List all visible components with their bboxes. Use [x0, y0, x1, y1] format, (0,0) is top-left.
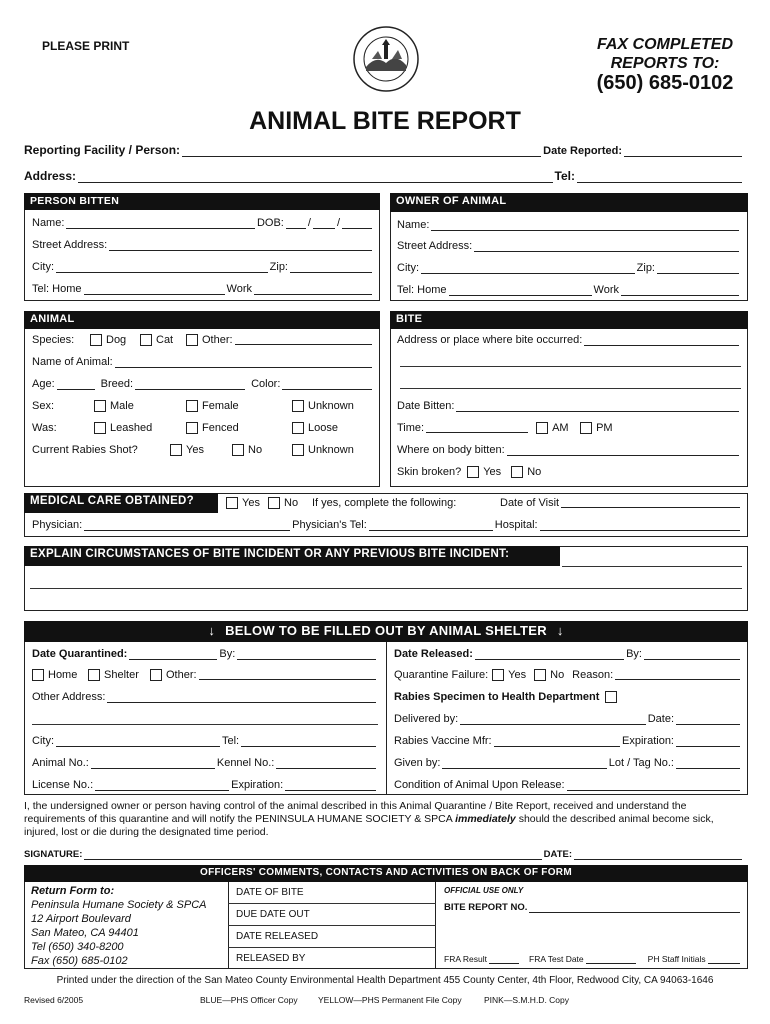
kennel-no-field[interactable]	[276, 759, 376, 769]
rabies-shot-label: Current Rabies Shot?	[32, 444, 138, 456]
officers-date-released-label: DATE RELEASED	[236, 931, 319, 942]
license-expiration-field[interactable]	[285, 781, 376, 791]
home-label: Home	[48, 669, 78, 681]
pb-zip-field[interactable]	[290, 263, 372, 273]
pm-label: PM	[596, 422, 613, 434]
statement-text	[24, 800, 748, 839]
animal-no-field[interactable]	[91, 759, 215, 769]
vaccine-expiration-label: Expiration:	[622, 735, 674, 747]
condition-label: Condition of Animal Upon Release:	[394, 779, 565, 791]
animal-header: ANIMAL	[24, 311, 380, 329]
rabies-specimen-label: Rabies Specimen to Health Department	[394, 691, 600, 703]
footer-yellow-copy: YELLOW—PHS Permanent File Copy	[318, 995, 462, 1005]
animal-no-label: Animal No.:	[32, 757, 89, 769]
animal-name-field[interactable]	[115, 358, 372, 368]
male-label: Male	[110, 400, 134, 412]
return-line-fax: Fax (650) 685-0102	[31, 955, 128, 967]
tel-field[interactable]	[577, 173, 742, 183]
color-label: Color:	[251, 378, 281, 390]
owner-city-field[interactable]	[421, 264, 635, 274]
statement-part-a: I, the undersigned owner or person having control of the animal described in this Animal Quarantine / Bite Report, received and understand the requirements of this quarantine and will notify the PENINSULA HUMANE SOCIETY & SPCA	[24, 800, 687, 825]
statement-part-b: should the described animal become sick, injured, lost or die during the designated time period.	[24, 813, 714, 838]
pb-work-field[interactable]	[254, 285, 372, 295]
pb-tel-home-field[interactable]	[84, 285, 225, 295]
owner-name-label: Name:	[397, 219, 430, 231]
fax-number: (650) 685-0102	[596, 72, 734, 94]
owner-header: OWNER OF ANIMAL	[390, 193, 748, 212]
owner-work-field[interactable]	[621, 286, 739, 296]
owner-work-label: Work	[593, 284, 619, 296]
pb-city-label: City:	[32, 261, 54, 273]
physician-field[interactable]	[84, 521, 290, 531]
other-location-label: Other:	[166, 669, 197, 681]
skin-yes-label: Yes	[483, 466, 502, 478]
age-label: Age:	[32, 378, 55, 390]
date-bitten-field[interactable]	[456, 402, 739, 412]
failure-no-label: No	[550, 669, 565, 681]
return-form-title: Return Form to:	[31, 885, 115, 897]
address-label: Address:	[24, 169, 77, 183]
cat-label: Cat	[156, 334, 174, 346]
date-quarantined-label: Date Quarantined:	[32, 648, 128, 660]
loose-label: Loose	[308, 422, 338, 434]
footer-revised: Revised 6/2005	[24, 995, 84, 1005]
owner-city-label: City:	[397, 262, 419, 274]
statement-emphasis: immediately	[455, 813, 516, 825]
pb-city-field[interactable]	[56, 263, 268, 273]
given-by-field[interactable]	[442, 759, 606, 769]
cat-checkbox[interactable]	[140, 334, 152, 346]
ph-staff-field[interactable]	[708, 956, 740, 964]
explain-line-2[interactable]	[30, 588, 742, 589]
due-date-divider	[228, 925, 436, 926]
license-no-label: License No.:	[32, 779, 94, 791]
fenced-label: Fenced	[202, 422, 239, 434]
official-use-label: OFFICIAL USE ONLY	[444, 886, 524, 895]
released-by-label: By:	[626, 648, 642, 660]
pb-dob-day[interactable]	[313, 219, 335, 229]
physician-label: Physician:	[32, 519, 83, 531]
other-location-checkbox[interactable]	[150, 669, 162, 681]
lot-tag-field[interactable]	[676, 759, 740, 769]
owner-zip-label: Zip:	[636, 262, 655, 274]
pb-dob-label: DOB:	[256, 217, 284, 229]
rabies-no-label: No	[248, 444, 263, 456]
shelter-tel-label: Tel:	[222, 735, 240, 747]
other-location-field[interactable]	[199, 670, 376, 680]
owner-tel-home-label: Tel: Home	[397, 284, 447, 296]
return-line-street: 12 Airport Boulevard	[31, 913, 131, 925]
footer-pink-copy: PINK—S.M.H.D. Copy	[484, 995, 570, 1005]
fra-test-date-label: FRA Test Date	[529, 954, 584, 964]
shelter-header-text: BELOW TO BE FILLED OUT BY ANIMAL SHELTER	[225, 623, 547, 638]
shelter-divider	[386, 642, 387, 795]
please-print-label: PLEASE PRINT	[42, 39, 130, 53]
down-arrow-icon-right: ↓	[556, 623, 564, 638]
officers-header: OFFICERS' COMMENTS, CONTACTS AND ACTIVITIES ON BACK OF FORM	[24, 865, 748, 882]
time-label: Time:	[397, 422, 425, 434]
given-by-label: Given by:	[394, 757, 441, 769]
failure-no-checkbox[interactable]	[534, 669, 546, 681]
vaccine-expiration-field[interactable]	[676, 737, 740, 747]
failure-yes-checkbox[interactable]	[492, 669, 504, 681]
reason-field[interactable]	[615, 670, 740, 680]
shelter-tel-field[interactable]	[241, 737, 376, 747]
age-field[interactable]	[57, 380, 95, 390]
quarantine-failure-label: Quarantine Failure:	[394, 669, 489, 681]
owner-street-field[interactable]	[474, 242, 739, 252]
delivered-date-label: Date:	[647, 713, 674, 725]
breed-field[interactable]	[135, 380, 245, 390]
rabies-no-checkbox[interactable]	[232, 444, 244, 456]
pb-street-label: Street Address:	[32, 239, 108, 251]
where-bitten-label: Where on body bitten:	[397, 444, 505, 456]
license-no-field[interactable]	[95, 781, 229, 791]
shelter-city-field[interactable]	[56, 737, 220, 747]
medical-no-label: No	[284, 497, 299, 509]
signature-date-label: DATE:	[543, 849, 572, 860]
color-field[interactable]	[282, 380, 372, 390]
pb-work-label: Work	[226, 283, 252, 295]
skin-broken-label: Skin broken?	[397, 466, 462, 478]
fra-test-date-field[interactable]	[586, 956, 636, 964]
delivered-date-field[interactable]	[676, 715, 740, 725]
person-bitten-header: PERSON BITTEN	[24, 193, 380, 210]
fenced-checkbox[interactable]	[186, 422, 198, 434]
fax-completed-label: FAX COMPLETED	[596, 36, 733, 53]
delivered-by-field[interactable]	[460, 715, 646, 725]
due-date-out-label: DUE DATE OUT	[236, 909, 310, 920]
medical-no-checkbox[interactable]	[268, 497, 280, 509]
vaccine-mfr-field[interactable]	[494, 737, 620, 747]
footer-printed: Printed under the direction of the San Mateo County Environmental Health Department 455 County Center, 4th Floor, Redwood City, CA 94063-1646	[56, 975, 714, 986]
license-expiration-label: Expiration:	[231, 779, 284, 791]
skin-yes-checkbox[interactable]	[467, 466, 479, 478]
pb-dob-year[interactable]	[342, 219, 372, 229]
physician-tel-label: Physician's Tel:	[292, 519, 367, 531]
reason-label: Reason:	[572, 669, 614, 681]
dog-label: Dog	[106, 334, 127, 346]
explain-header: EXPLAIN CIRCUMSTANCES OF BITE INCIDENT OR ANY PREVIOUS BITE INCIDENT:	[24, 546, 560, 566]
other-species-field[interactable]	[235, 335, 372, 345]
bite-address-field[interactable]	[584, 336, 739, 346]
date-bitten-label: Date Bitten:	[397, 400, 455, 412]
county-seal-icon	[352, 25, 420, 93]
lot-tag-label: Lot / Tag No.:	[608, 757, 674, 769]
female-checkbox[interactable]	[186, 400, 198, 412]
bite-address-label: Address or place where bite occurred:	[397, 334, 583, 346]
other-address-line-2[interactable]	[32, 724, 378, 725]
released-by-field[interactable]	[644, 650, 740, 660]
owner-tel-home-field[interactable]	[449, 286, 592, 296]
shelter-header	[24, 621, 748, 642]
officers-released-by-label: RELEASED BY	[236, 953, 306, 964]
am-checkbox[interactable]	[536, 422, 548, 434]
bite-report-no-field[interactable]	[529, 903, 740, 913]
pm-checkbox[interactable]	[580, 422, 592, 434]
home-checkbox[interactable]	[32, 669, 44, 681]
pb-zip-label: Zip:	[269, 261, 288, 273]
date-visit-field[interactable]	[561, 498, 740, 508]
shelter-city-label: City:	[32, 735, 54, 747]
reporting-facility-field[interactable]	[182, 147, 541, 157]
pb-dob-month[interactable]	[286, 219, 306, 229]
sex-unknown-checkbox[interactable]	[292, 400, 304, 412]
animal-name-label: Name of Animal:	[32, 356, 113, 368]
quarantined-by-field[interactable]	[237, 650, 376, 660]
hospital-field[interactable]	[540, 521, 740, 531]
medical-header: MEDICAL CARE OBTAINED?	[24, 493, 218, 513]
physician-tel-field[interactable]	[369, 521, 493, 531]
dog-checkbox[interactable]	[90, 334, 102, 346]
owner-street-label: Street Address:	[397, 240, 473, 252]
shelter-label: Shelter	[104, 669, 139, 681]
bite-report-no-label: BITE REPORT NO.	[444, 902, 528, 913]
skin-no-label: No	[527, 466, 542, 478]
other-address-label: Other Address:	[32, 691, 106, 703]
tel-label: Tel:	[554, 169, 575, 183]
if-yes-label: If yes, complete the following:	[312, 497, 457, 509]
medical-yes-label: Yes	[242, 497, 260, 509]
date-quarantined-field[interactable]	[129, 650, 217, 660]
species-label: Species:	[32, 334, 75, 346]
sex-label: Sex:	[32, 400, 55, 412]
fra-result-label: FRA Result	[444, 954, 487, 964]
failure-yes-label: Yes	[508, 669, 527, 681]
kennel-no-label: Kennel No.:	[216, 757, 275, 769]
explain-line-1[interactable]	[562, 566, 742, 567]
down-arrow-icon: ↓	[208, 623, 216, 638]
pb-name-field[interactable]	[66, 219, 255, 229]
fra-result-field[interactable]	[489, 956, 519, 964]
date-of-bite-divider	[228, 903, 436, 904]
pb-tel-home-label: Tel: Home	[32, 283, 82, 295]
other-species-checkbox[interactable]	[186, 334, 198, 346]
date-reported-label: Date Reported:	[543, 145, 622, 157]
page-title: ANIMAL BITE REPORT	[249, 107, 521, 135]
ph-staff-label: PH Staff Initials	[647, 954, 706, 964]
other-address-field[interactable]	[107, 693, 376, 703]
loose-checkbox[interactable]	[292, 422, 304, 434]
breed-label: Breed:	[100, 378, 134, 390]
reporting-facility-label: Reporting Facility / Person:	[24, 143, 181, 157]
was-label: Was:	[32, 422, 57, 434]
sex-unknown-label: Unknown	[308, 400, 354, 412]
leashed-label: Leashed	[110, 422, 153, 434]
rabies-unknown-label: Unknown	[308, 444, 354, 456]
hospital-label: Hospital:	[494, 519, 538, 531]
date-released-divider	[228, 947, 436, 948]
date-reported-field[interactable]	[624, 147, 742, 157]
female-label: Female	[202, 400, 239, 412]
other-species-label: Other:	[202, 334, 233, 346]
delivered-by-label: Delivered by:	[394, 713, 459, 725]
rabies-yes-checkbox[interactable]	[170, 444, 182, 456]
skin-no-checkbox[interactable]	[511, 466, 523, 478]
bite-header: BITE	[390, 311, 748, 329]
quarantined-by-label: By:	[219, 648, 236, 660]
owner-zip-field[interactable]	[657, 264, 739, 274]
signature-date-field[interactable]	[574, 850, 742, 860]
vaccine-mfr-label: Rabies Vaccine Mfr:	[394, 735, 492, 747]
where-bitten-field[interactable]	[507, 446, 739, 456]
am-label: AM	[552, 422, 569, 434]
bite-address-line-3[interactable]	[400, 388, 741, 389]
return-line-city: San Mateo, CA 94401	[31, 927, 139, 939]
male-checkbox[interactable]	[94, 400, 106, 412]
signature-label: SIGNATURE:	[24, 849, 83, 860]
date-released-field[interactable]	[475, 650, 624, 660]
return-line-tel: Tel (650) 340-8200	[31, 941, 124, 953]
date-released-label: Date Released:	[394, 648, 473, 660]
owner-name-field[interactable]	[431, 221, 739, 231]
rabies-unknown-checkbox[interactable]	[292, 444, 304, 456]
address-field[interactable]	[78, 173, 553, 183]
shelter-checkbox[interactable]	[88, 669, 100, 681]
date-visit-label: Date of Visit	[500, 497, 560, 509]
condition-field[interactable]	[567, 781, 740, 791]
time-field[interactable]	[426, 423, 528, 433]
reports-to-label: REPORTS TO:	[610, 55, 720, 72]
rabies-specimen-checkbox[interactable]	[605, 691, 617, 703]
pb-name-label: Name:	[32, 217, 65, 229]
signature-field[interactable]	[84, 850, 541, 860]
footer-blue-copy: BLUE—PHS Officer Copy	[200, 995, 298, 1005]
date-of-bite-label: DATE OF BITE	[236, 887, 304, 898]
medical-yes-checkbox[interactable]	[226, 497, 238, 509]
bite-address-line-2[interactable]	[400, 366, 741, 367]
rabies-yes-label: Yes	[186, 444, 204, 456]
return-line-org: Peninsula Humane Society & SPCA	[31, 899, 207, 911]
explain-spacer	[30, 608, 742, 609]
leashed-checkbox[interactable]	[94, 422, 106, 434]
pb-street-field[interactable]	[109, 241, 372, 251]
